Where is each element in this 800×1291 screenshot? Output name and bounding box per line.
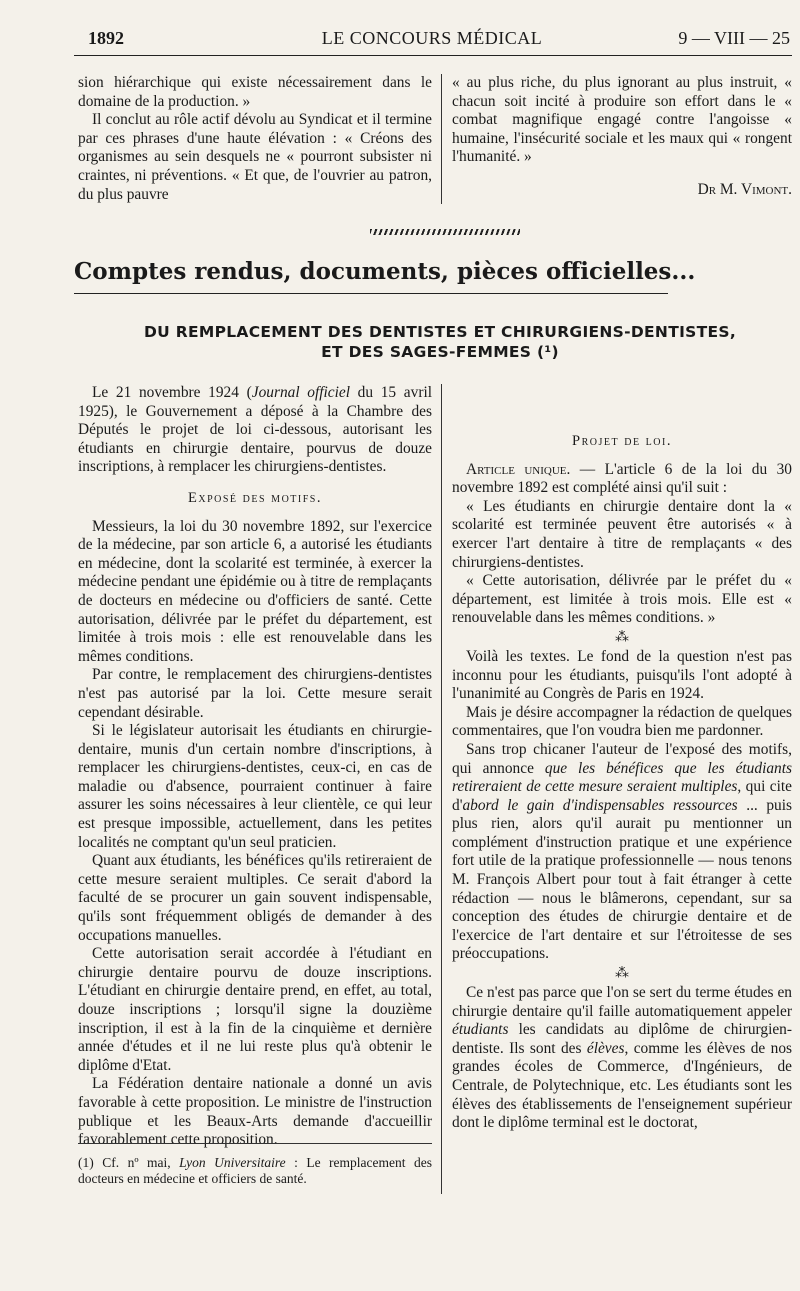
paragraph: « au plus riche, du plus ignorant au plus instruit, « chacun soit incité à produire son effort dans le « combat magnifique engagé contre l'angoisse « humaine, l'insécurité sociale et les maux qui « rongent l'humanité. » xyxy=(452,74,792,166)
article-paragraph: Article unique. — L'article 6 de la loi du 30 novembre 1892 est complété ainsi qu'il suit : xyxy=(452,460,792,497)
article-right-column xyxy=(452,384,792,1133)
header-rule xyxy=(74,55,792,56)
paragraph: Messieurs, la loi du 30 novembre 1892, sur l'exercice de la médecine, par son article 6, a autorisé les étudiants en médecine, dont la scolarité est terminée, à exercer la médecine pendant une épidémie ou à titre de remplaçants de docteurs en médecine ou d'officiers de santé. Cette autorisation, délivrée par le préfet du département, est limitée à trois mois : elle est renouvelable dans les mêmes conditions. xyxy=(78,517,432,665)
paragraph: Si le législateur autorisait les étudiants en chirurgie-dentaire, munis d'un certain nombre d'inscriptions, à remplacer les chirurgiens-dentistes, ceux-ci, en cas de maladie ou d'absence, pourraient continuer à faire assurer les soins nécessaires à leur clientèle, ce qui leur est presque impossible, actuellement, dans les petites localités ne comptant qu'un seul praticien. xyxy=(78,722,432,851)
paragraph: Par contre, le remplacement des chirurgiens-dentistes n'est pas autorisé par la loi. Cette mesure serait cependant désirable. xyxy=(78,666,432,721)
article-title xyxy=(90,322,790,362)
paragraph: Cette autorisation serait accordée à l'étudiant en chirurgie dentaire pourvu de douze inscriptions. L'étudiant en chirurgie dentaire prend, en effet, au total, douze inscriptions ; lorsqu'il signe la douzième inscription, il est à la fin de la cinquième et dernière année d'études et il ne lui reste plus qu'à obtenir le diplôme d'Etat. xyxy=(78,945,432,1074)
projet-heading: Projet de loi. xyxy=(572,433,672,449)
top-left-column xyxy=(78,74,432,204)
article-title-line-1: DU REMPLACEMENT DES DENTISTES ET CHIRURGIENS-DENTISTES, xyxy=(143,323,737,341)
intro-paragraph: Le 21 novembre 1924 (Journal officiel du 15 avril 1925), le Gouvernement a déposé à la Chambre des Députés le projet de loi ci-dessous, autorisant les étudiants en chirurgie dentaire, pourvus de douze inscriptions, à remplacer les chirurgiens-dentistes. xyxy=(78,384,432,476)
paragraph: Mais je désire accompagner la rédaction de quelques commentaires, que l'on voudra bien me pardonner. xyxy=(452,703,792,740)
paragraph: sion hiérarchique qui existe nécessairement dans le domaine de la production. » xyxy=(78,74,432,110)
article-label: Article unique. xyxy=(466,460,571,478)
signature: Dr M. Vimont. xyxy=(697,180,792,198)
article-title-line-2: ET DES SAGES-FEMMES (¹) xyxy=(321,343,559,361)
column-divider xyxy=(441,384,442,1194)
paragraph: Il conclut au rôle actif dévolu au Syndicat et il termine par ces phrases d'une haute élévation : « Créons des organismes au sein desquels ne « pourront subsister ni craintes, ni préventions. « Et que, de l'ouvrier au patron, du plus pauvre xyxy=(78,111,432,203)
paragraph: Ce n'est pas parce que l'on se sert du terme études en chirurgie dentaire qu'il faille automatiquement appeler étudiants les candidats au diplôme de chirurgien-dentiste. Ils sont des élèves, comme les élèves de nos grandes écoles de Commerce, d'Ingénieurs, de Centrale, de Polytechnique, etc. Les étudiants sont les élèves des établissements de l'enseignement supérieur dont le diplôme terminal est le doctorat, xyxy=(452,984,793,1132)
paragraph: Sans trop chicaner l'auteur de l'exposé des motifs, qui annonce que les bénéfices que les étudiants retireraient de cette mesure seraient multiples, qui cite d'abord le gain d'indispensables ressources ... puis plus rien, alors qu'il aurait pu mentionner un complément d'instruction pratique et une expérience fort utile de la pratique professionnelle — nous tenons M. François Albert pour tout à fait étranger à cette rédaction — nous le blâmerons, cependant, sur sa conception des études de chirurgie dentaire et de l'exercice de l'art dentaire et sur l'étroitesse de ses préoccupations. xyxy=(452,740,793,963)
issue-date: 9 — VIII — 25 xyxy=(678,28,790,48)
section-rule xyxy=(74,293,668,294)
column-divider xyxy=(441,74,442,204)
asterism: ⁂ xyxy=(615,966,629,982)
page-number: 1892 xyxy=(88,28,124,48)
running-head xyxy=(74,28,790,54)
section-title: Comptes rendus, documents, pièces officielles... xyxy=(74,258,696,285)
journal-officiel: Journal officiel xyxy=(251,384,351,401)
quote-paragraph: « Les étudiants en chirurgie dentaire dont la « scolarité est terminée peuvent être autorisés « à exercer l'art dentaire à titre de remplaçants « des chirurgiens-dentistes. xyxy=(452,497,792,571)
paragraph: Voilà les textes. Le fond de la question n'est pas inconnu pour les étudiants, puisqu'ils l'ont adopté à l'unanimité au Congrès de Paris en 1924. xyxy=(452,647,792,703)
paragraph: Quant aux étudiants, les bénéfices qu'ils retireraient de cette mesure seraient multiples. Ce serait d'abord la faculté de se procurer un gain souvent indispensable, qu'ils sont fréquemment obligés de demander à des occupations manuelles. xyxy=(78,852,432,944)
expose-heading: Exposé des motifs. xyxy=(188,489,322,506)
footnote: (1) Cf. nº mai, Lyon Universitaire : Le remplacement des docteurs en médecine et officiers de santé. xyxy=(78,1155,432,1186)
top-right-column xyxy=(452,74,792,200)
ornamental-divider xyxy=(370,229,520,235)
paragraph: La Fédération dentaire nationale a donné un avis favorable à cette proposition. Le ministre de l'instruction publique et les Beaux-Arts demande d'accueillir favorablement cette proposition. xyxy=(78,1075,432,1149)
article-left-column xyxy=(78,384,432,1150)
journal-title: LE CONCOURS MÉDICAL xyxy=(321,28,543,48)
footnote-rule xyxy=(78,1143,432,1144)
quote-paragraph: « Cette autorisation, délivrée par le préfet du « département, est limitée à trois mois. Elle est « renouvelable dans les mêmes conditions. » xyxy=(452,572,792,627)
asterism: ⁂ xyxy=(615,629,629,645)
